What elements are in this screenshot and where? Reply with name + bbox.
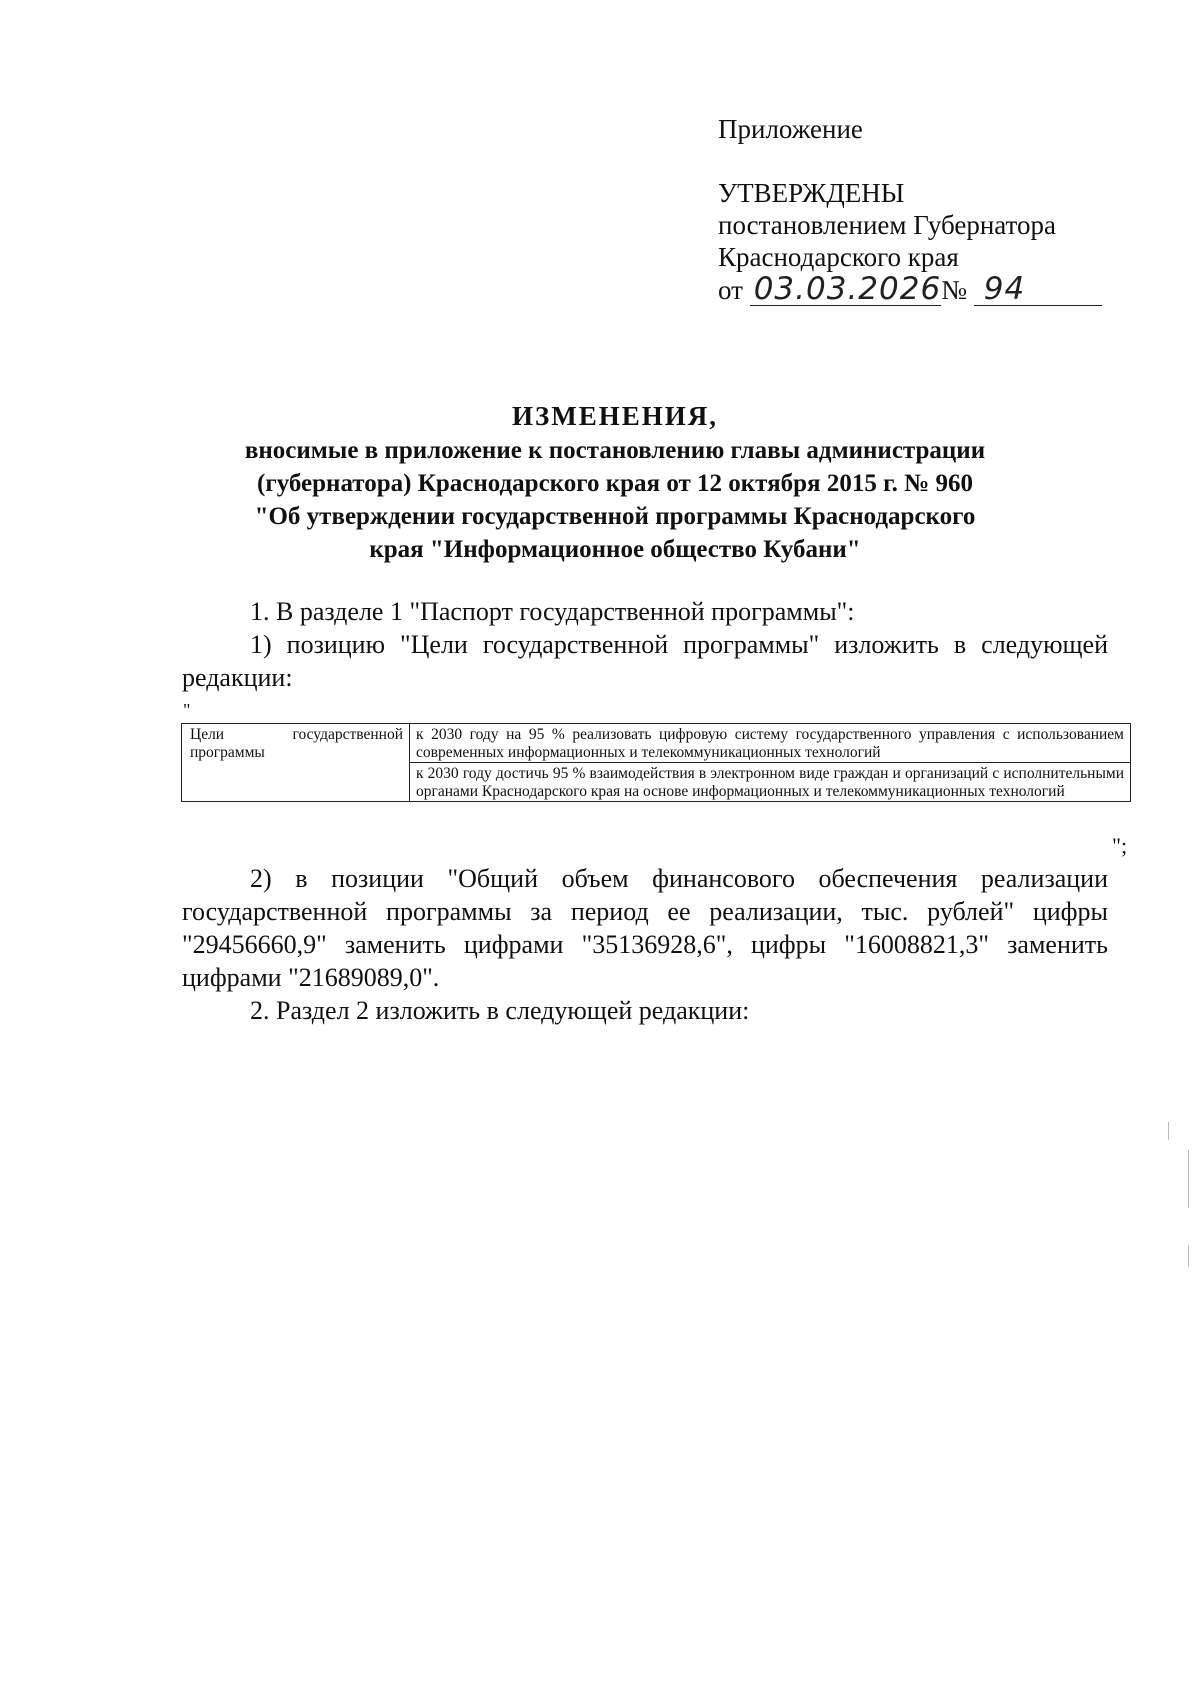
scan-artifact	[1188, 1150, 1189, 1208]
paragraph-1-1: 1) позицию "Цели государственной программы" изложить в следующей редакции:	[182, 630, 1108, 692]
handwritten-number: 94	[974, 273, 1102, 306]
paragraph-1: 1. В разделе 1 "Паспорт государственной программы":	[250, 597, 855, 626]
paragraph-1-2: 2) в позиции "Общий объем финансового обеспечения реализации государственной программы за период ее реализации, тыс. рублей" цифры "29456660,9" заменить цифрами "35136928,6", цифры "16008821,3" заменить цифрами "21689089,0".	[182, 864, 1108, 992]
quote-open: "	[183, 700, 191, 720]
approved-by-line2: Краснодарского края	[718, 242, 959, 272]
document-title	[150, 400, 1080, 566]
scan-artifact	[1188, 1245, 1189, 1267]
approved-by-line1: постановлением Губернатора	[718, 210, 1056, 240]
title-line4: края "Информационное общество Кубани"	[369, 536, 861, 563]
number-prefix: №	[941, 275, 967, 305]
annex-label: Приложение	[718, 114, 863, 144]
title-line3: "Об утверждении государственной программы Краснодарского	[254, 503, 976, 530]
table-left-label: Цели государственной программы	[182, 724, 410, 802]
date-number-line	[718, 273, 1102, 306]
title-line1: вносимые в приложение к постановлению главы администрации	[244, 437, 986, 464]
approval-block	[718, 177, 1102, 306]
table-row	[182, 724, 1131, 763]
table-goal-1: к 2030 году на 95 % реализовать цифровую систему государственного управления с использованием современных информационных и телекоммуникационных технологий	[410, 724, 1131, 763]
scan-artifact	[1168, 1122, 1169, 1140]
goals-table	[181, 723, 1131, 802]
title-main: ИЗМЕНЕНИЯ,	[511, 401, 718, 431]
paragraph-2: 2. Раздел 2 изложить в следующей редакции:	[250, 996, 750, 1025]
date-prefix: от	[718, 275, 743, 305]
handwritten-date: 03.03.2026	[750, 273, 942, 306]
title-line2: (губернатора) Краснодарского края от 12 октября 2015 г. № 960	[257, 470, 973, 497]
approved-label: УТВЕРЖДЕНЫ	[718, 178, 905, 208]
table-goal-2: к 2030 году достичь 95 % взаимодействия в электронном виде граждан и организаций с исполнительными органами Краснодарского края на основе информационных и телекоммуникационных технологий	[410, 763, 1131, 802]
quote-close: ";	[1112, 833, 1128, 858]
